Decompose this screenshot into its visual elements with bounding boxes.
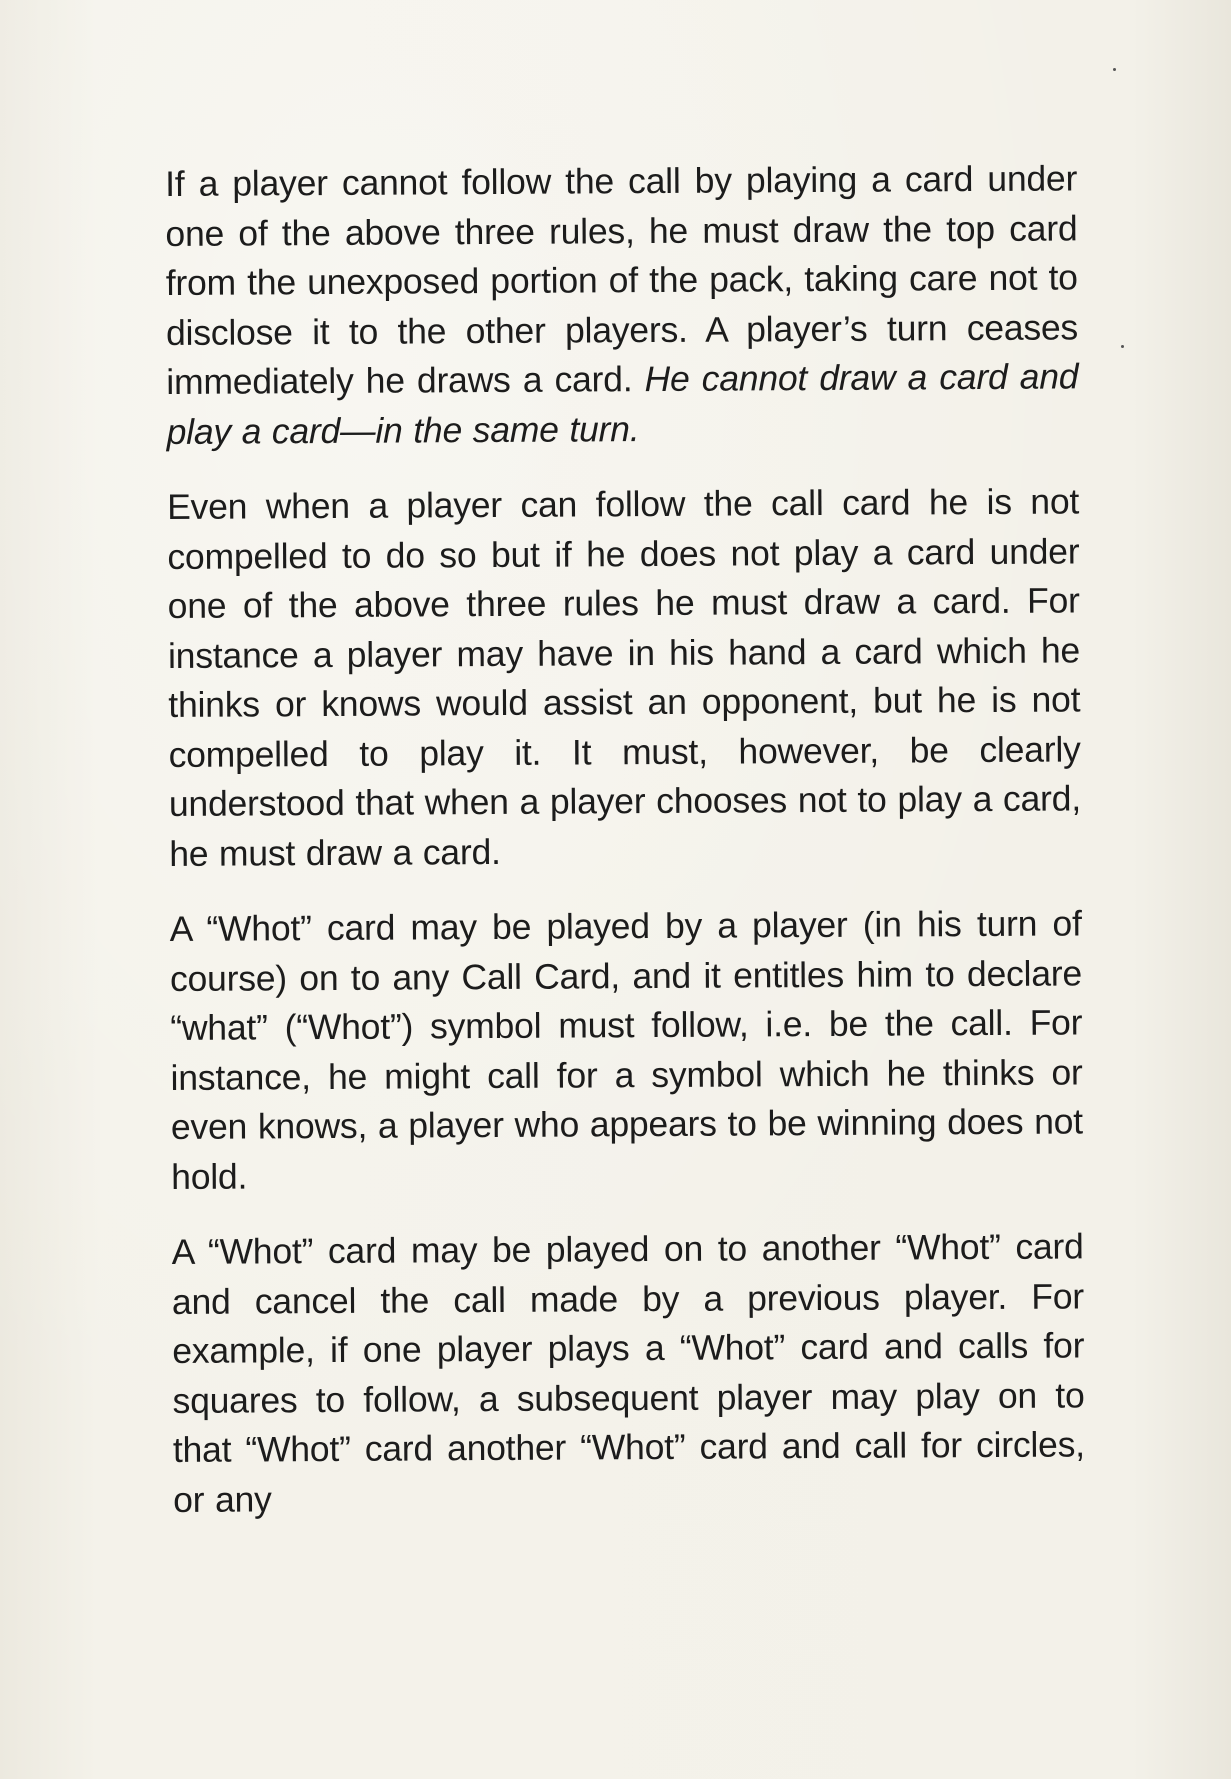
paragraph-drawing-rule <box>165 154 1079 457</box>
paragraph-text: If a player cannot follow the call by playing a card under one of the above three rules, he must draw the top card from the unexposed portion of the pack, taking care not to disclose it to the other players. A player’s turn ceases immediately he draws a card. <box>165 158 1079 402</box>
paragraph-text: Even when a player can follow the call card he is not compelled to do so but if he does not play a card under one of the above three rules he must draw a card. For instance a player may have in his hand a card which he thinks or knows would assist an opponent, but he is not compelled to play it. It must, however, be clearly understood that when a player chooses not to play a card, he must draw a card. <box>166 481 1082 874</box>
paragraph-not-compelled <box>167 477 1081 879</box>
paragraph-text: A “Whot” card may be played on to another “Whot” card and cancel the call made by a previous player. For example, if one player plays a “Whot” card and calls for squares to follow, a subsequent player may play on to that “Whot” card another “Whot” card and call for circles, or any <box>171 1226 1085 1520</box>
print-speck <box>1113 68 1116 71</box>
paragraph-whot-card-call <box>170 899 1084 1202</box>
print-speck <box>1121 345 1124 348</box>
paragraph-whot-on-whot <box>172 1222 1086 1525</box>
italic-emphasis: He cannot draw a card and play a card—in the same turn. <box>166 356 1079 452</box>
paragraph-text: A “Whot” card may be played by a player (in his turn of course) on to any Call Card, and it entitles him to declare “what” (“Whot”) symbol must follow, i.e. be the call. For instance, he might call for a symbol which he thinks or even knows, a player who appears to be winning does not hold. <box>169 903 1084 1197</box>
body-text <box>165 154 1085 1551</box>
